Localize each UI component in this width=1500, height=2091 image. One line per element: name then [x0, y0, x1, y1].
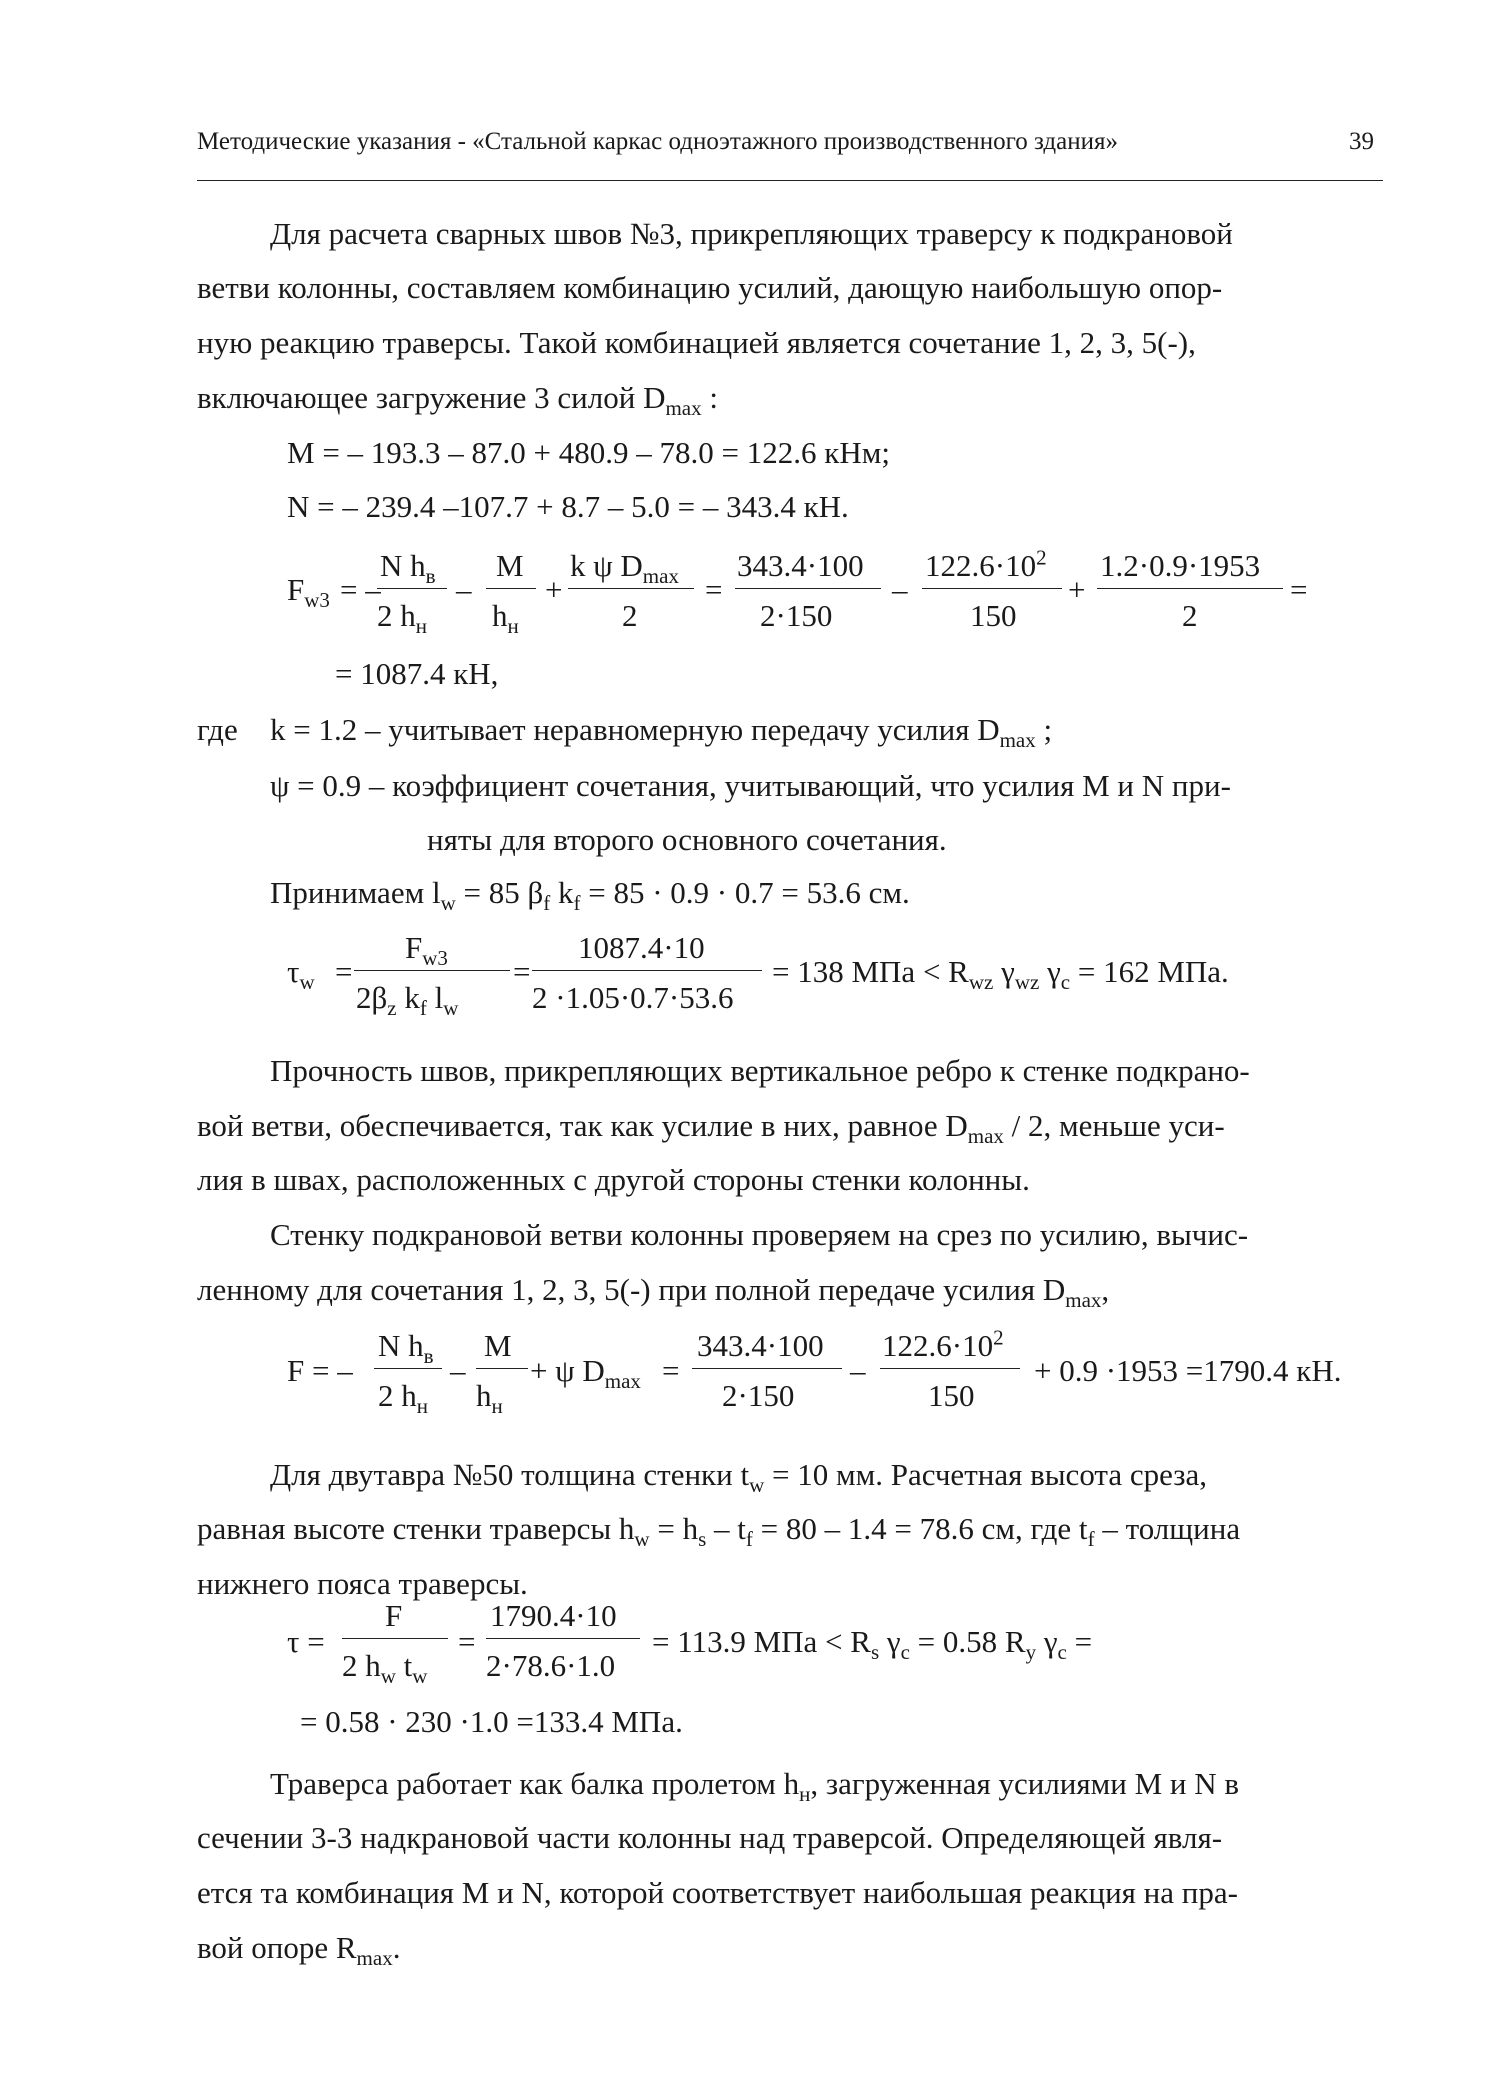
tau-frac1-num: F [385, 1598, 403, 1633]
f-frac1-num: N $h_в$ [378, 1328, 434, 1369]
where-k: k = 1.2 – учитывает неравномерную передачу усилия $D_{max}$ ; [270, 712, 1053, 753]
tau-rest: = 113.9 МПа < $R_s$ $\gamma_c = 0.58$ $R_y$ $\gamma_c$ = [652, 1624, 1093, 1665]
f-frac2-num: M [484, 1328, 512, 1363]
fw3-frac1-den: 2 $h_н$ [377, 598, 427, 639]
p3-line2: ленному для сочетания 1, 2, 3, 5(-) при полной передаче усилия $D_{max}$, [197, 1272, 1110, 1313]
fw3-lhs: $F_{w3}$ [287, 572, 330, 613]
tauw-rest: = 138 МПа < $R_{wz}$ $\gamma_{wz}$ $\gamma_c = 162$ МПа. [772, 954, 1229, 995]
tauw-frac2-num: 1087.4·10 [578, 930, 705, 965]
fw3-frac5-num: $122.6\cdot 10^2$ [925, 545, 1047, 583]
fw3-frac3-bar [568, 588, 694, 589]
tauw-frac1-num: $F_{w3}$ [405, 930, 448, 971]
fw3-frac2-den: $h_н$ [492, 598, 519, 639]
f-frac4-num: $122.6\cdot 10^2$ [882, 1325, 1004, 1363]
p4-line1: Для двутавра №50 толщина стенки $t_w = 10$ мм. Расчетная высота среза, [270, 1457, 1207, 1498]
fw3-frac4-num: 343.4·100 [737, 548, 864, 583]
fw3-frac4-bar [735, 588, 881, 589]
p2-line1: Прочность швов, прикрепляющих вертикальное ребро к стенке подкрано- [270, 1053, 1250, 1088]
eq-moment: M = – 193.3 – 87.0 + 480.9 – 78.0 = 122.6 кНм; [287, 435, 890, 470]
fw3-frac1-bar [377, 588, 447, 589]
fw3-frac6-num: 1.2·0.9·1953 [1100, 548, 1261, 583]
f-frac3-num: 343.4·100 [697, 1328, 824, 1363]
fw3-minus: – [456, 572, 472, 607]
p5-line4: вой опоре $R_{max}$. [197, 1930, 401, 1971]
p4-line2: равная высоте стенки траверсы $h_w = h_s - t_f = 80 - 1.4 = 78.6$ см, где $t_f$ – толщина [197, 1511, 1241, 1552]
p1-line1: Для расчета сварных швов №3, прикрепляющих траверсу к подкрановой [270, 216, 1233, 251]
f-mid: + ψ $D_{max}$ [530, 1353, 641, 1394]
fw3-minus2: – [892, 572, 908, 607]
eq-axial-force: N = – 239.4 –107.7 + 8.7 – 5.0 = – 343.4 кН. [287, 489, 849, 524]
p4-line3: нижнего пояса траверсы. [197, 1566, 528, 1601]
tauw-frac2-den: 2 ·1.05·0.7·53.6 [532, 980, 734, 1015]
tau-lhs: τ = [287, 1624, 325, 1659]
f-frac1-den: 2 $h_н$ [378, 1378, 428, 1419]
f-frac3-bar [692, 1368, 842, 1369]
f-frac1-bar [374, 1368, 442, 1369]
tauw-eq2: = [513, 954, 531, 989]
p2-line2: вой ветви, обеспечивается, так как усилие в них, равное $D_{max} / 2$, меньше уси- [197, 1108, 1225, 1149]
tauw-frac2-bar [532, 970, 762, 971]
p5-line2: сечении 3-3 надкрановой части колонны над траверсой. Определяющей явля- [197, 1820, 1223, 1855]
f-lhs: F = – [287, 1353, 353, 1388]
running-header: Методические указания - «Стальной каркас одноэтажного производственного здания» [197, 128, 1118, 155]
tau-frac2-den: 2·78.6·1.0 [486, 1648, 616, 1683]
f-frac2-den: $h_н$ [476, 1378, 503, 1419]
where-psi: ψ = 0.9 – коэффициент сочетания, учитывающий, что усилия M и N при- [270, 768, 1231, 803]
fw3-eq-end: = [1290, 572, 1308, 607]
tau-eq: = [458, 1624, 476, 1659]
fw3-frac3-den: 2 [622, 598, 638, 633]
f-minus2: – [850, 1353, 866, 1388]
fw3-frac2-bar [486, 588, 536, 589]
fw3-eq-minus: = – [340, 572, 381, 607]
tau-frac1-bar [342, 1638, 448, 1639]
f-frac2-bar [476, 1368, 528, 1369]
f-frac4-bar [880, 1368, 1020, 1369]
tau-result: = 0.58 · 230 ·1.0 =133.4 МПа. [300, 1704, 683, 1739]
weld-length-line: Принимаем $l_w = 85$ $\beta_f$ $k_f = 85 \cdot 0.9 \cdot 0.7 = 53.6$ см. [270, 875, 910, 916]
p1-line4: включающее загружение 3 силой $D_{max}$ : [197, 380, 718, 421]
fw3-frac1-num: N $h_в$ [380, 548, 436, 589]
fw3-plus2: + [1068, 572, 1086, 607]
tauw-frac1-den: $2\beta_z$ $k_f$ $l_w$ [356, 980, 459, 1021]
fw3-frac6-bar [1097, 588, 1283, 589]
where-psi-cont: няты для второго основного сочетания. [427, 822, 947, 857]
f-rest: + 0.9 ·1953 =1790.4 кН. [1034, 1353, 1342, 1388]
fw3-frac3-num: k ψ $D_{max}$ [570, 548, 679, 589]
p3-line1: Стенку подкрановой ветви колонны проверяем на срез по усилию, вычис- [270, 1217, 1249, 1252]
p5-line3: ется та комбинация M и N, которой соответствует наибольшая реакция на пра- [197, 1875, 1238, 1910]
p2-line3: лия в швах, расположенных с другой стороны стенки колонны. [197, 1162, 1030, 1197]
tau-frac2-num: 1790.4·10 [490, 1598, 617, 1633]
f-frac3-den: 2·150 [722, 1378, 795, 1413]
f-frac4-den: 150 [928, 1378, 975, 1413]
f-minus: – [450, 1353, 466, 1388]
where-label: где [197, 712, 238, 747]
f-eq: = [662, 1353, 680, 1388]
fw3-frac2-num: M [496, 548, 524, 583]
fw3-frac4-den: 2·150 [760, 598, 833, 633]
header-rule [197, 180, 1383, 181]
page-number: 39 [1349, 128, 1374, 155]
p5-line1: Траверса работает как балка пролетом $h_н$, загруженная усилиями M и N в [270, 1766, 1240, 1807]
fw3-frac5-bar [922, 588, 1062, 589]
fw3-frac6-den: 2 [1182, 598, 1198, 633]
fw3-result: = 1087.4 кН, [335, 656, 499, 691]
tauw-eq: = [335, 954, 353, 989]
p1-line3: ную реакцию траверсы. Такой комбинацией является сочетание 1, 2, 3, 5(-), [197, 325, 1196, 360]
fw3-plus: + [545, 572, 563, 607]
p1-line2: ветви колонны, составляем комбинацию усилий, дающую наибольшую опор- [197, 270, 1223, 305]
fw3-frac5-den: 150 [970, 598, 1017, 633]
tauw-lhs: $\tau_w$ [287, 954, 315, 995]
tauw-frac1-bar [354, 970, 510, 971]
fw3-eq: = [705, 572, 723, 607]
tau-frac2-bar [486, 1638, 640, 1639]
tau-frac1-den: 2 $h_w$ $t_w$ [342, 1648, 428, 1689]
